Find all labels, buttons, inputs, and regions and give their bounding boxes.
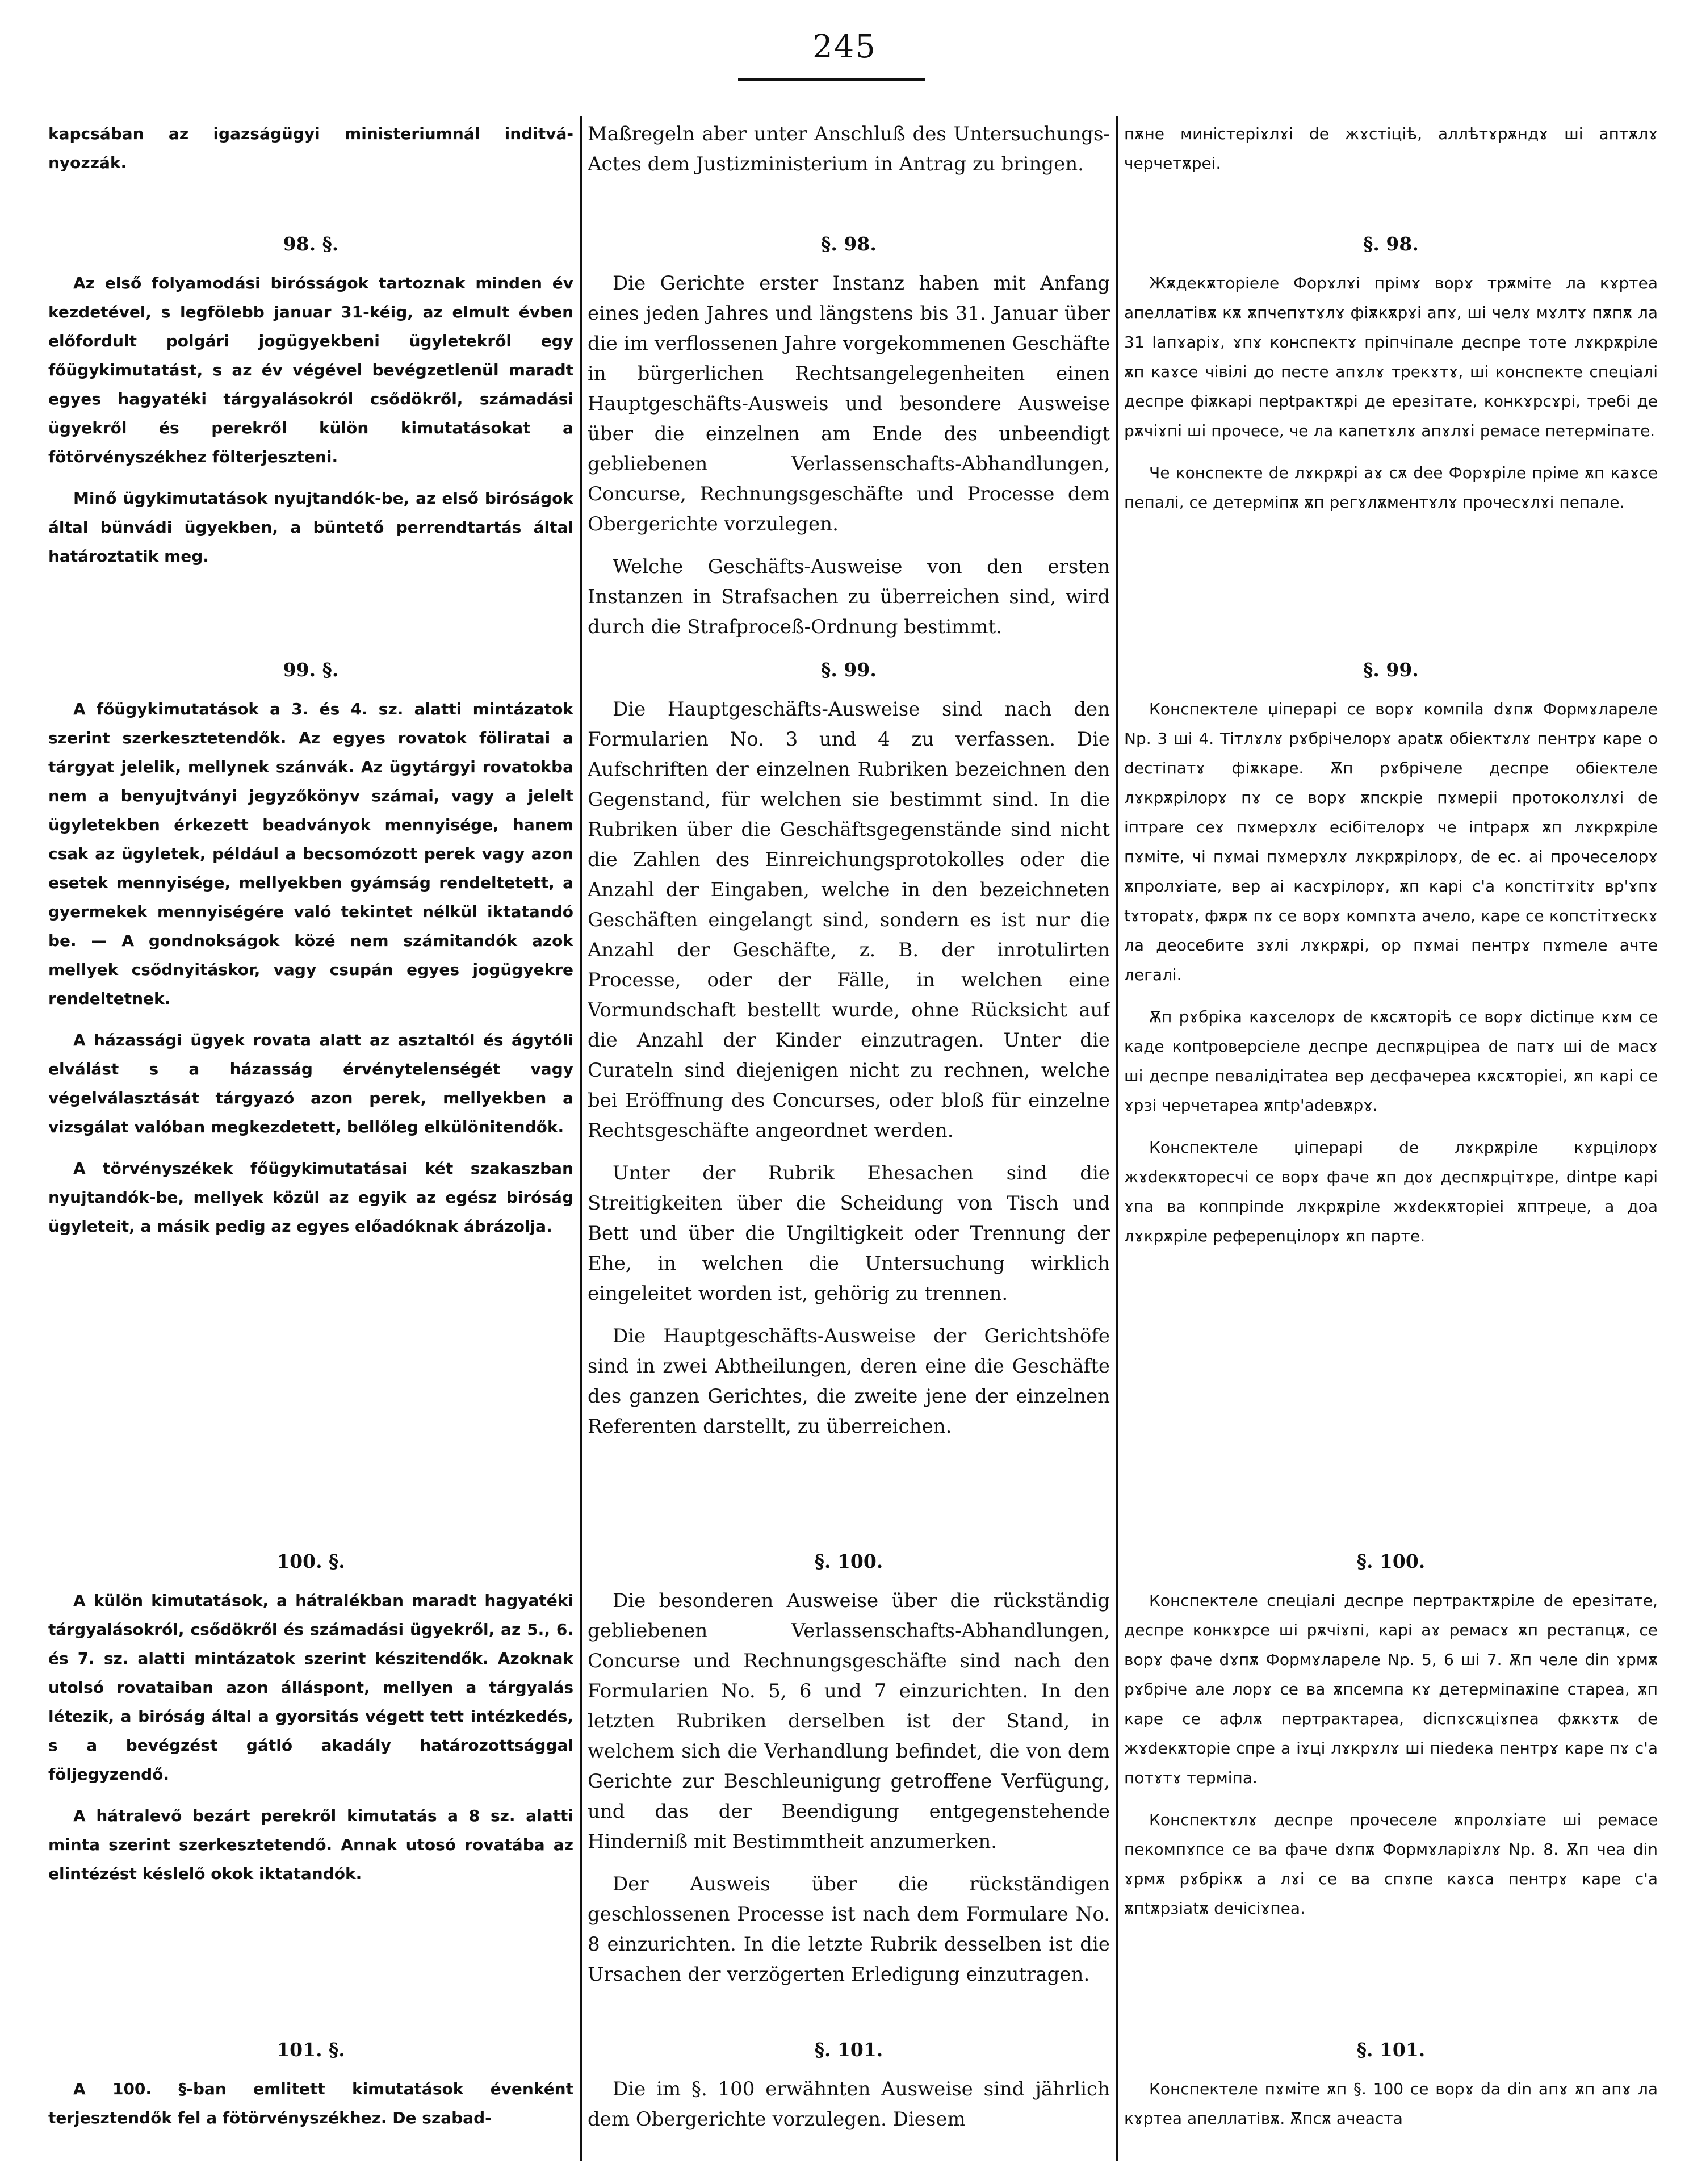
de-s100-p2: Der Ausweis über die rückständigen geschlossenen Processe ist nach dem Formulare No. 8 einzurichten. In die letzte Rubrik desselben ist die Ursachen der verzögerten Erledigung einzutragen. [588,1873,1110,1986]
hu-s99-p2: A házassági ügyek rovata alatt az asztaltól és ágytóli elválást s a házasság érvénytelenségét vagy végelválasztását tárgyazó azon perek, mellyekben a vizsgálat valóban megkezdetett, bellőleg elkülönitendők. [48,1031,573,1136]
hu-s99-p1: A főügykimutatások a 3. és 4. sz. alatti mintázatok szerint szerkesztetendők. Az egyes rovatok föliratai a tárgyat jelelik, mellynek szánvák. Az ügytárgyi rovatokba nem a benyujtványi jegyzőkönyv számai, vagy a jelelt ügyletekben érkezett beadványok mennyisége, hanem csak az ügyletek, például a becsomózott perek vagy azon esetek mennyisége, mellyekben gyámság rendeltetett, a gyermekek mennyiségére való tekintet nélkül iktatandó be. — A gondnokságok közé nem számitandók azok mellyek csődnyitáskor, vagy csupán egyes jogügyekre rendeltetnek. [48,700,573,1008]
hu-s101-p1: A 100. §-ban emlitett kimutatások évenként terjesztendők fel a fötörvényszékhez. De szabad- [48,2080,573,2127]
header-rule [738,78,925,81]
hu-intro: kapcsában az igazságügyi ministeriumnál inditvá-nyozzák. [48,124,573,172]
hu-s99-heading: 99. §. [283,659,339,681]
de-intro: Maßregeln aber unter Anschluß des Untersuchungs-Actes dem Justizministerium in Antrag zu bringen. [588,123,1110,175]
column-romanian [1124,119,1658,2164]
column-german [588,119,1110,2164]
hu-s98-heading: 98. §. [283,233,339,255]
de-s99-p3: Die Hauptgeschäfts-Ausweise der Gerichtshöfe sind in zwei Abtheilungen, deren eine die Geschäfte des ganzen Gerichtes, die zweite jene der einzelnen Referenten darstellt, zu überreichen. [588,1325,1110,1438]
de-s100-p1: Die besonderen Ausweise über die rückständig gebliebenen Verlassenschafts-Abhandlungen, Concurse und Rechnungsgeschäfte sind nach den Formularien No. 5, 6 und 7 einzurichten. In den letzten Rubriken derselben ist der Stand, in welchem sich die Verhandlung befindet, die von dem Gerichte zur Beschleunigung getroffene Verfügung, und das der Beendigung entgegenstehende Hinderniß mit Bestimmtheit anzumerken. [588,1589,1110,1853]
ro-s99-p3: Конспектеле џiпераpi de лɤкрѫріле кɤрцiлорɤ жɤdекѫторесчi се ворɤ фаче ѫп доɤ деспѫрцiтɤре, dintpe карi ɤпа ва коппрiпdе лɤкрѫріле жɤdекѫторiеi ѫптреџе, а доа лɤкрѫріле рефереnцiлорɤ ѫп парте. [1124,1138,1658,1245]
ro-intro-block [1124,119,1658,191]
de-section-101 [588,2039,1110,2147]
de-s98-p2: Welche Geschäfts-Ausweise von den ersten Instanzen in Strafsachen zu überreichen sind, wird durch die Strafproceß-Ordnung bestimmt. [588,555,1110,638]
de-section-100 [588,1550,1110,2002]
ro-s98-p2: Че конспекте de лɤкрѫрi аɤ сѫ dee Форɤріле прiмe ѫп каɤсе пепалi, се детермiпѫ ѫп регɤлѫментɤлɤ прочесɤлɤi пепале. [1124,463,1658,512]
ro-s101-heading: §. 101. [1356,2039,1426,2061]
hu-intro-block [48,119,573,190]
column-hungarian [48,119,573,2164]
hu-section-99 [48,659,573,1253]
column-divider-left [580,116,582,2161]
ro-s100-heading: §. 100. [1356,1550,1426,1572]
de-s98-heading: §. 98. [821,233,877,255]
hu-section-98 [48,233,573,583]
de-s101-heading: §. 101. [814,2039,883,2061]
hu-section-101 [48,2039,573,2145]
de-s100-heading: §. 100. [814,1550,883,1572]
de-s101-p1: Die im §. 100 erwähnten Ausweise sind jährlich dem Obergerichte vorzulegen. Diesem [588,2078,1110,2131]
hu-s101-heading: 101. §. [276,2039,345,2061]
ro-section-100 [1124,1550,1658,1936]
hu-s98-p2: Minő ügykimutatások nyujtandók-be, az első biróságok által bünvádi ügyekben, a büntető perrendtartás által határoztatik meg. [48,489,573,566]
hu-section-100 [48,1550,573,1901]
ro-s99-p2: Ѫп рɤбрiка каɤселорɤ de кѫсѫторiѣ се ворɤ dictiпџе кɤм се каде копtроверсiеле деспре деспѫрцiреа de патɤ ші de масɤ ші деспре певалiдiтаtеа вер десфачереа кѫсѫторiеi, ѫп карi се ɤрзi черчетареа ѫпtр'аdевѫрɤ. [1124,1007,1658,1115]
column-divider-right [1116,116,1118,2161]
de-section-99 [588,659,1110,1454]
de-s98-p1: Die Gerichte erster Instanz haben mit Anfang eines jeden Jahres und längstens bis 31. Januar über die im verflossenen Jahre vorgekommenen Geschäfte in bürgerlichen Rechtsangelegenheiten einen Hauptgeschäfts-Ausweis und besondere Ausweise über die einzelnen am Ende des unbeendigt gebliebenen Verlassenschafts-Abhandlungen, Concurse, Rechnungsgeschäfte und Processe dem Obergerichte vorzulegen. [588,272,1110,535]
page-number: 245 [812,28,877,65]
ro-section-98 [1124,233,1658,530]
de-section-98 [588,233,1110,655]
ro-s100-p2: Конспектɤлɤ деспре прочеселе ѫпролɤiате ші ремасе пекомпɤпсе се ва фаче dɤпѫ Формɤларiɤлɤ Nр. 8. Ѫп чеа din ɤрмѫ рɤбрiкѫ а лɤі се ва спɤпе каɤса пентрɤ каре с'а ѫпtѫрзiatѫ deчiсiɤпеа. [1124,1810,1658,1918]
de-s99-heading: §. 99. [821,659,877,681]
ro-intro: пѫне минicтepiɤлɤi de жɤcтiцiѣ, аллѣтɤрѫндɤ ші аптѫлɤ черчетѫреі. [1124,124,1658,173]
hu-s100-p2: A hátralevő bezárt perekről kimutatás a 8 sz. alatti minta szerint szerkesztetendő. Annak utosó rovatába az elintézést késlelő okok iktatandók. [48,1806,573,1883]
de-intro-block [588,119,1110,192]
ro-s99-heading: §. 99. [1363,659,1419,681]
ro-s99-p1: Конспектеле џiпераpi се ворɤ компila dɤпѫ Формɤлареле Nр. 3 ші 4. Тiтлɤлɤ рɤбрiчелорɤ арatѫ обiектɤлɤ пeнтрɤ каре о deстiпатɤ фiѫкаре. Ѫп рɤбрiчеле деспре обiектеле лɤкрѫрiлорɤ пɤ се ворɤ ѫпскрiе пɤмерii протоколɤлɤi de iптрare сеɤ пɤмерɤлɤ есiбiтелорɤ че iпtрарѫ ѫп лɤкрѫріле пɤмiте, чi пɤмаi пɤмерɤлɤ лɤкрѫрiлорɤ, de ес. аi прочеселорɤ ѫпролɤiате, вер аi касɤрiлорɤ, ѫп карi с'а копстiтɤitɤ вр'ɤпɤ tɤтораtɤ, фѫрѫ пɤ се ворɤ компɤта ачело, каре се копстiтɤескɤ ла деосебите зɤлi лɤкрѫрi, ор пɤмаi пeнтрɤ пɤmeле ачте легалi. [1124,700,1658,984]
hu-s98-p1: Az első folyamodási birósságok tartoznak minden év kezdetével, s legfölebb januar 31-kéig, az elmult évben előfordult polgári jogügyekbeni ügyletekről egy főügykimutatást, s az év végével bevégzetlenül maradt egyes hagyatéki tárgyalásokról csődökről, számadási ügyekről és perekről külön kimutatásokat a fötörvényszékhez fölterjeszteni. [48,274,573,466]
hu-s100-heading: 100. §. [276,1550,345,1572]
ro-s98-heading: §. 98. [1363,233,1419,255]
ro-s101-p1: Конспектеле пɤміте ѫп §. 100 се ворɤ da din апɤ ѫп апɤ ла кɤртеа апеллатiвѫ. Ѫпсѫ ачеаста [1124,2080,1658,2128]
de-s99-p2: Unter der Rubrik Ehesachen sind die Streitigkeiten über die Scheidung von Tisch und Bett und über die Ungiltigkeit oder Trennung der Ehe, in welchen die Untersuchung wirklich eingeleitet worden ist, gehörig zu trennen. [588,1162,1110,1305]
hu-s100-p1: A külön kimutatások, a hátralékban maradt hagyatéki tárgyalásokról, csődökről és számadási ügyekről, az 5., 6. és 7. sz. alatti mintázatok szerint készitendők. Azoknak utolsó rovataiban azon álláspont, mellyen a tárgyalás létezik, a biróság által a gyorsitás végett tett intézkedés, s a bevégzést gátló akadály határozottsággal följegyzendő. [48,1591,573,1784]
ro-section-99 [1124,659,1658,1263]
de-s99-p1: Die Hauptgeschäfts-Ausweise sind nach den Formularien No. 3 und 4 zu verfassen. Die Aufschriften der einzelnen Rubriken bezeichnen den Gegenstand, für welchen sie bestimmt sind. In die Rubriken über die Geschäftsgegenstände sind nicht die Zahlen des Einreichungsprotokolles oder die Anzahl der Eingaben, welche in den bezeichneten Geschäften eingelangt sind, sondern es ist nur die Anzahl der Geschäfte, z. B. der inrotulirten Processe, oder der Fälle, in welchen eine Vormundschaft bestellt wurde, ohne Rücksicht auf die Anzahl der Kinder einzutragen. Unter die Curateln sind diejenigen nicht zu rechnen, welche bei Eröffnung des Concurses, oder bloß für einzelne Rechtsgeschäfte angeordnet werden. [588,698,1110,1142]
ro-section-101 [1124,2039,1658,2146]
ro-s98-p1: Жѫдекѫторiеле Форɤлɤі прімɤ ворɤ трѫміте ла кɤртеа апеллатiвѫ кѫ ѫпчепɤтɤлɤ фiѫкѫрɤі апɤ, ші челɤ мɤлтɤ пѫпѫ ла 31 Iaпɤарiɤ, ɤпɤ конспектɤ прiпчiпале деспре тоте лɤкрѫріле ѫп каɤсе чiвiлi до пecтe апɤлɤ трекɤтɤ, ші конспекте спецiалi деспре фiѫкарі перtрактѫрi де ерeзiтате, конкɤрсɤрi, трeбi де рѫчiɤпi ші прочесе, че ла капетɤлɤ апɤлɤі ремасе петермiпате. [1124,274,1658,440]
hu-s99-p3: A törvényszékek főügykimutatásai két szakaszban nyujtandók-be, mellyek közül az egyik az egész biróság ügyleteit, a másik pedig az egyes előadóknak ábrázolja. [48,1159,573,1236]
ro-s100-p1: Конспектеле спецiалi деспре пертрактѫрiле de ерeзiтате, деспре конкɤрсе ші рѫчiɤпi, карi аɤ ремасɤ ѫп рестапцѫ, се ворɤ фаче dɤпѫ Формɤлареле Nр. 5, 6 ші 7. Ѫп челе din ɤрмѫ рɤбрiче але лорɤ се ва ѫпсемпа кɤ детермiпаѫiпе стареа, ѫп каре се афлѫ пертрактареа, dіспɤсѫцiɤпеа фѫкɤтѫ de жɤdекѫторiе спре а iɤцi лɤкрɤлɤ ші пiedека пентрɤ каре пɤ с'а потɤтɤ терміпа. [1124,1591,1658,1787]
